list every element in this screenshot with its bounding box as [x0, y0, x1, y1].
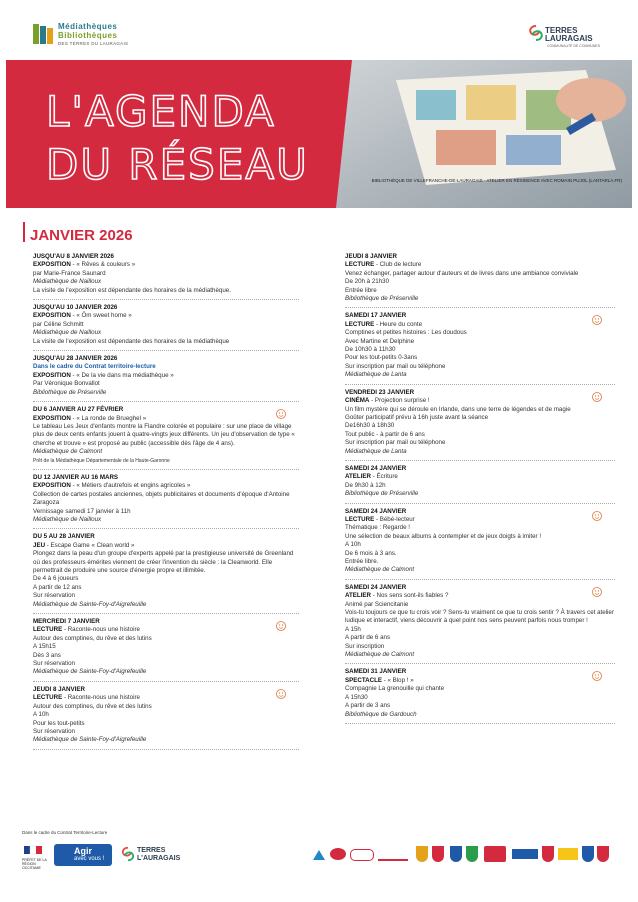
agenda-event: [33, 253, 299, 300]
event-venue: Médiathèque de Nailloux: [33, 278, 102, 286]
event-detail: Par Véronique Bonvallot: [33, 380, 100, 388]
event-date: JUSQU'AU 28 JANVIER 2026: [33, 355, 118, 363]
terres-line3: COMMUNAUTÉ DE COMMUNES: [547, 44, 601, 48]
event-date: MERCREDI 7 JANVIER: [33, 618, 100, 626]
commune-crest-3: [450, 846, 462, 862]
event-detail: Sur inscription: [345, 642, 385, 650]
month-accent-bar: [23, 222, 25, 242]
title-banner: [6, 60, 632, 208]
event-type: EXPOSITION: [33, 371, 71, 379]
event-heading: [345, 473, 615, 481]
event-detail: Vernissage samedi 17 janvier à 11h: [33, 507, 131, 515]
commune-crest-2: [432, 846, 444, 862]
event-date: JEUDI 8 JANVIER: [33, 685, 85, 693]
event-heading: [345, 677, 615, 685]
event-title: - « Rêves & couleurs »: [70, 261, 136, 269]
event-detail: A 10h: [33, 711, 49, 719]
event-date: JUSQU'AU 8 JANVIER 2026: [33, 253, 114, 260]
child-smiley-icon: [591, 510, 603, 522]
network-logo-icon: [32, 22, 54, 46]
event-detail: Autour des comptines, du rêve et des lutins: [33, 702, 152, 710]
event-heading: [345, 516, 615, 524]
event-detail: par Marie-France Saunard: [33, 269, 106, 277]
agenda-event: [33, 304, 299, 351]
event-detail: Une sélection de beaux albums à contempler et de jeux doigts à imiter !: [345, 532, 542, 540]
child-smiley-icon: [591, 586, 603, 598]
commune-logo-1: [312, 848, 326, 860]
event-heading: [345, 321, 615, 329]
event-title: - Bébé-lecteur: [374, 515, 415, 523]
event-detail: Le tableau Les Jeux d'enfants montre la Flandre colorée et populaire : sur une place de village plus de deux cents enfants jouent à quatre-vingts jeux différents. Un jeu d'observation de type « cherche et trouve » est proposé au public (accessible dès l'âge de 4 ans).: [33, 422, 295, 447]
event-detail: Autour des comptines, du rêve et des lutins: [33, 634, 152, 642]
child-smiley-icon: [275, 688, 287, 700]
commune-crest-6: [582, 846, 594, 862]
agenda-event: [33, 686, 299, 750]
event-venue: Bibliothèque de Préserville: [345, 490, 419, 498]
event-venue: Bibliothèque de Préserville: [345, 295, 419, 303]
banner-photo: [336, 60, 632, 208]
event-type: LECTURE: [33, 626, 63, 634]
event-title: - Escape Game « Clean world »: [45, 541, 135, 549]
event-title: - Projection surprise !: [369, 397, 430, 405]
event-type: LECTURE: [33, 694, 63, 702]
event-info: La visite de l'exposition est dépendante des horaires de la médiathèque.: [33, 286, 231, 294]
agenda-right-column: [345, 253, 615, 728]
event-venue: Médiathèque de Nailloux: [33, 329, 102, 337]
footer-credit: Dans le cadre du Contrat Territoire-Lecture: [22, 830, 108, 835]
agenda-event: [345, 312, 615, 384]
commune-crest-1: [416, 846, 428, 862]
commune-logo-3: [350, 849, 374, 861]
page-header: [0, 0, 638, 58]
banner-caption: BIBLIOTHÈQUE DE VILLEFRANCHE-DE-LAURAGAIS - ATELIER EN RÉSIDENCE AVEC ROMAIN PUJOL (LANTARLA.FR): [371, 178, 622, 183]
event-date: DU 5 AU 28 JANVIER: [33, 533, 95, 541]
terres-footer-line1: TERRES: [137, 847, 166, 854]
event-title: - « Ôm sweet home »: [70, 312, 132, 320]
event-type: ATELIER: [345, 473, 372, 481]
event-title: - Nos sens sont-ils fiables ?: [371, 592, 449, 600]
event-type: LECTURE: [345, 320, 375, 328]
agenda-event: [33, 474, 299, 529]
partners-footer: [0, 826, 638, 902]
event-type: EXPOSITION: [33, 312, 71, 320]
event-detail: Vois-tu toujours ce que tu crois voir ? Sens-tu vraiment ce que tu crois sentir ? À travers cet atelier ludique et interactif, viens découvrir à quel point nos sens peuvent parfois nous tromper !: [345, 609, 614, 625]
event-detail: Compagnie La grenouille qui chante: [345, 685, 445, 693]
event-date: SAMEDI 31 JANVIER: [345, 668, 407, 676]
event-venue: Médiathèque de Lanta: [345, 371, 407, 379]
event-detail: A 15h15: [33, 643, 56, 651]
event-heading: [33, 312, 299, 320]
event-heading: [345, 397, 615, 405]
event-detail: A 15h: [345, 625, 361, 633]
event-date: SAMEDI 24 JANVIER: [345, 507, 407, 515]
banner-title-line1: L'AGENDA: [46, 87, 276, 136]
event-date: SAMEDI 17 JANVIER: [345, 312, 407, 320]
event-info: La visite de l'exposition est dépendante des horaires de la médiathèque: [33, 337, 230, 345]
event-venue: Médiathèque de Sainte-Foy-d'Aigrefeuille: [33, 600, 147, 608]
event-venue: Médiathèque de Calmont: [345, 566, 415, 574]
event-heading: [33, 542, 299, 550]
terres-lauragais-logo: [527, 24, 611, 54]
child-smiley-icon: [591, 391, 603, 403]
event-type: JEU: [33, 541, 46, 549]
event-date: DU 12 JANVIER AU 16 MARS: [33, 473, 119, 481]
event-date: JEUDI 8 JANVIER: [345, 253, 397, 260]
event-detail: Venez échanger, partager autour d'auteurs et de livres dans une ambiance conviviale: [345, 269, 579, 277]
event-detail: Pour les tout-petits: [33, 719, 85, 727]
prefet-text: PRÉFET DE LA RÉGION OCCITANIE: [22, 858, 47, 870]
child-smiley-icon: [591, 314, 603, 326]
event-detail: Sur inscription par mail ou téléphone: [345, 439, 446, 447]
agir-line1: Agir: [74, 846, 92, 856]
event-type: LECTURE: [345, 261, 375, 269]
event-detail: De16h30 à 18h30: [345, 422, 395, 430]
event-detail: Sur réservation: [33, 592, 75, 600]
event-detail: Goûter participatif prévu à 16h juste avant la séance: [345, 413, 489, 421]
event-title: - « La ronde de Brueghel »: [70, 414, 147, 422]
event-type: ATELIER: [345, 592, 372, 600]
month-heading: JANVIER 2026: [30, 227, 133, 244]
commune-crest-4: [466, 846, 478, 862]
event-heading: [33, 261, 299, 269]
commune-logo-6: [512, 849, 538, 859]
event-detail: De 6 mois à 3 ans.: [345, 549, 397, 557]
event-venue: Médiathèque de Calmont: [33, 448, 103, 456]
commune-crest-5: [542, 846, 554, 862]
event-detail: Sur réservation: [33, 727, 75, 735]
event-date: SAMEDI 24 JANVIER: [345, 583, 407, 591]
event-date: JUSQU'AU 10 JANVIER 2026: [33, 304, 118, 312]
commune-logo-5: [484, 846, 506, 862]
child-smiley-icon: [275, 620, 287, 632]
event-type: EXPOSITION: [33, 261, 71, 269]
event-detail: Sur réservation: [33, 660, 75, 668]
terres-line2: LAURAGAIS: [545, 34, 593, 43]
event-title: - « Métiers d'autrefois et engins agricoles »: [70, 482, 191, 490]
event-title: - Écriture: [371, 473, 398, 481]
event-date: SAMEDI 24 JANVIER: [345, 464, 407, 472]
event-note: Prêt de la Médiathèque Départementale de la Haute-Garonne: [33, 457, 170, 464]
agenda-event: [33, 406, 299, 470]
event-detail: A partir de 6 ans: [345, 634, 391, 642]
event-venue: Médiathèque de Sainte-Foy-d'Aigrefeuille: [33, 668, 147, 676]
event-title: - Raconte-nous une histoire: [62, 626, 140, 634]
event-detail: Pour les tout-petits 0-3ans: [345, 354, 418, 362]
event-detail: De 10h30 à 11h30: [345, 346, 396, 354]
agenda-event: [345, 253, 615, 308]
agenda-event: [345, 389, 615, 461]
terres-line1: TERRES: [545, 26, 578, 35]
event-detail: De 9h30 à 12h: [345, 481, 386, 489]
event-type: SPECTACLE: [345, 676, 383, 684]
event-detail: Tout public - à partir de 6 ans: [345, 430, 425, 438]
logo-line1: Médiathèques: [58, 22, 118, 31]
agir-line2: avec vous !: [74, 856, 105, 862]
event-date: DU 6 JANVIER AU 27 FÉVRIER: [33, 406, 124, 414]
event-detail: A 10h: [345, 541, 361, 549]
event-detail: Thématique : Regarde !: [345, 524, 411, 532]
event-type: CINÉMA: [345, 397, 370, 405]
event-heading: [33, 415, 299, 423]
event-title: - Club de lecture: [374, 261, 422, 269]
event-detail: par Céline Schmitt: [33, 320, 84, 328]
event-detail: Comptines et petites histoires : Les doudous: [345, 329, 467, 337]
event-heading: [33, 694, 299, 702]
event-detail: Sur inscription par mail ou téléphone: [345, 362, 446, 370]
event-type: LECTURE: [345, 515, 375, 523]
event-heading: [33, 372, 299, 380]
event-detail: A partir de 12 ans: [33, 583, 82, 591]
agenda-event: [33, 533, 299, 614]
agenda-event: [345, 668, 615, 723]
event-context: Dans le cadre du Contrat territoire-lecture: [33, 363, 156, 371]
agenda-event: [33, 355, 299, 402]
event-title: - Raconte-nous une histoire: [62, 694, 140, 702]
event-detail: Collection de cartes postales anciennes, objets publicitaires et documents d'époque d'Antoine Zaragoza: [33, 490, 290, 507]
event-detail: Avec Martine et Delphine: [345, 337, 415, 345]
event-title: - Heure du conte: [374, 320, 423, 328]
child-smiley-icon: [275, 408, 287, 420]
event-venue: Bibliothèque de Préserville: [33, 388, 107, 396]
commune-logo-7: [558, 848, 578, 860]
event-heading: [33, 626, 299, 634]
commune-logo-2: [330, 848, 346, 860]
event-venue: Médiathèque de Sainte-Foy-d'Aigrefeuille: [33, 736, 147, 744]
terres-footer-swirl-icon: [120, 846, 136, 862]
event-type: EXPOSITION: [33, 414, 71, 422]
terres-footer-line2: L'AURAGAIS: [137, 855, 181, 862]
event-type: EXPOSITION: [33, 482, 71, 490]
event-heading: [345, 261, 615, 269]
commune-crest-7: [597, 846, 609, 862]
event-detail: Dès 3 ans: [33, 651, 61, 659]
event-title: - « Blop ! »: [382, 676, 414, 684]
event-venue: Bibliothèque de Gardouch: [345, 710, 417, 718]
event-heading: [33, 482, 299, 490]
event-detail: A 15h30: [345, 693, 368, 701]
event-detail: Un film mystère qui se déroule en Irlande, dans une terre de légendes et de magie: [345, 405, 571, 413]
agenda-event: [345, 465, 615, 504]
event-detail: Entrée libre: [345, 286, 377, 294]
event-detail: De 20h à 21h30: [345, 278, 390, 286]
agenda-event: [33, 618, 299, 682]
network-logo: [32, 20, 152, 50]
swirl-icon: [527, 24, 545, 42]
banner-title-line2: DU RÉSEAU: [46, 140, 309, 189]
agenda-event: [345, 508, 615, 580]
event-detail: A partir de 3 ans: [345, 702, 391, 710]
child-smiley-icon: [591, 670, 603, 682]
event-date: VENDREDI 23 JANVIER: [345, 388, 415, 396]
event-detail: Animé par Sciencitanie: [345, 600, 409, 608]
event-heading: [345, 592, 615, 600]
event-venue: Médiathèque de Calmont: [345, 651, 415, 659]
event-detail: De 4 à 6 joueurs: [33, 575, 79, 583]
agenda-event: [345, 584, 615, 665]
agenda-left-column: [33, 253, 299, 754]
event-title: - « De la vie dans ma médiathèque »: [70, 371, 174, 379]
event-venue: Médiathèque de Lanta: [345, 447, 407, 455]
agir-logo: [54, 844, 112, 866]
event-detail: Entrée libre.: [345, 558, 379, 565]
logo-line2: Bibliothèques: [58, 31, 118, 40]
event-venue: Médiathèque de Nailloux: [33, 515, 102, 523]
commune-logo-4: [378, 849, 408, 861]
logo-line3: DES TERRES DU LAURAGAIS: [58, 41, 129, 46]
event-detail: Plongez dans la peau d'un groupe d'experts appelé par la prestigieuse université de Greenland où des professeurs émérites viennent de créer l'invention du siècle : la Cleanworld. Elle permettrait de produire une source d'énergie propre et illimitée.: [33, 550, 294, 574]
